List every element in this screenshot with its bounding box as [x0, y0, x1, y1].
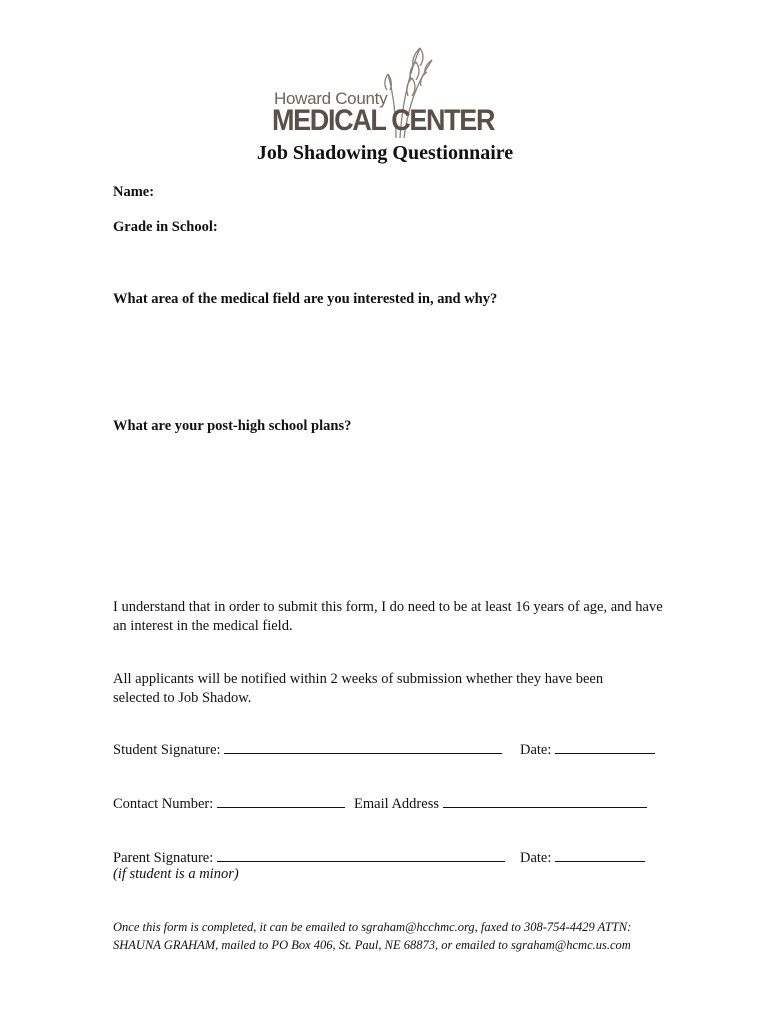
parent-date-label: Date: [520, 850, 552, 866]
parent-date-row [520, 848, 645, 867]
student-signature-label: Student Signature: [113, 742, 221, 758]
question-interest: What area of the medical field are you interested in, and why? [113, 291, 498, 307]
email-address-row [354, 794, 647, 813]
age-statement: I understand that in order to submit this form, I do need to be at least 16 years of age, and have an interest in the medical field. [113, 599, 663, 634]
submission-instructions: Once this form is completed, it can be emailed to sgraham@hcchmc.org, faxed to 308-754-4429 ATTN: SHAUNA GRAHAM, mailed to PO Box 406, St. Paul, NE 68873, or emailed to sgraham@hcmc.us.com [113, 920, 632, 952]
student-date-field[interactable] [555, 740, 655, 754]
student-signature-row [113, 740, 502, 759]
page-title: Job Shadowing Questionnaire [256, 142, 514, 164]
parent-signature-label: Parent Signature: [113, 850, 214, 866]
email-address-label: Email Address [354, 796, 439, 812]
parent-date-field[interactable] [555, 848, 645, 862]
notification-statement: All applicants will be notified within 2 weeks of submission whether they have been selected to Job Shadow. [113, 671, 604, 706]
student-date-row [520, 740, 655, 759]
contact-number-field[interactable] [217, 794, 345, 808]
parent-note: (if student is a minor) [113, 866, 239, 882]
email-address-field[interactable] [443, 794, 647, 808]
grade-label: Grade in School: [113, 219, 218, 235]
name-label: Name: [113, 184, 155, 200]
logo-county-text: Howard County [274, 89, 388, 108]
parent-signature-field[interactable] [217, 848, 505, 862]
question-plans: What are your post-high school plans? [113, 418, 352, 434]
student-date-label: Date: [520, 742, 552, 758]
contact-number-label: Contact Number: [113, 796, 214, 812]
student-signature-field[interactable] [224, 740, 502, 754]
parent-signature-row [113, 848, 505, 867]
contact-number-row [113, 794, 345, 813]
hospital-logo [268, 46, 500, 138]
logo-center-text: MEDICAL CENTER [272, 104, 495, 137]
